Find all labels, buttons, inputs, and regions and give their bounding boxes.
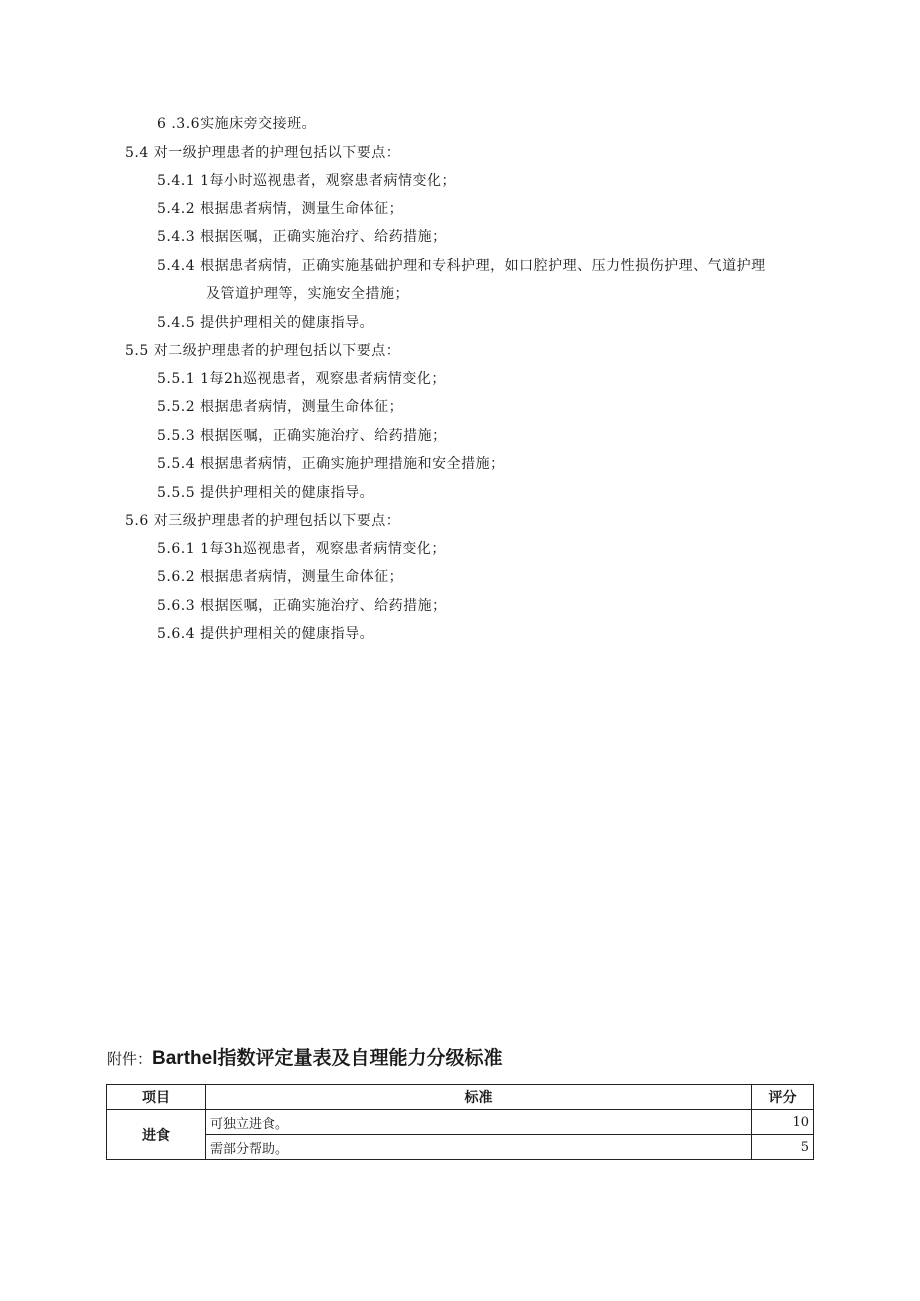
text-line-5-4-2: 5.4.2 根据患者病情，测量生命体征；	[157, 201, 404, 217]
text-line-5-5-2: 5.5.2 根据患者病情，测量生命体征；	[157, 399, 404, 415]
score-cell: 10	[752, 1110, 814, 1135]
header-standard: 标准	[206, 1085, 752, 1110]
text-line-5-6-3: 5.6.3 根据医嘱，正确实施治疗、给药措施；	[157, 598, 447, 614]
attachment-title	[107, 1045, 502, 1072]
text-line-5-4-4-continued: 及管道护理等，实施安全措施；	[206, 286, 409, 302]
text-line-5-4-3: 5.4.3 根据医嘱，正确实施治疗、给药措施；	[157, 229, 447, 245]
barthel-table	[106, 1084, 814, 1160]
text-line-5-4-1: 5.4.1 1每小时巡视患者，观察患者病情变化；	[157, 173, 456, 189]
text-line-5-4-4: 5.4.4 根据患者病情，正确实施基础护理和专科护理，如口腔护理、压力性损伤护理、气道护理	[157, 258, 766, 274]
table-row	[107, 1135, 814, 1160]
table-header-row	[107, 1085, 814, 1110]
text-line-5-6-1: 5.6.1 1每3h巡视患者，观察患者病情变化；	[157, 541, 446, 557]
section-heading-5-5: 5.5 对二级护理患者的护理包括以下要点：	[125, 343, 401, 359]
table-row	[107, 1110, 814, 1135]
header-score: 评分	[752, 1085, 814, 1110]
header-item: 项目	[107, 1085, 206, 1110]
attachment-prefix: 附件：	[107, 1050, 153, 1068]
text-line-6-3-6: 6 .3.6实施床旁交接班。	[157, 116, 317, 132]
score-cell: 5	[752, 1135, 814, 1160]
text-line-5-5-4: 5.5.4 根据患者病情，正确实施护理措施和安全措施；	[157, 456, 505, 472]
item-cell-eating: 进食	[107, 1110, 206, 1160]
text-line-5-6-2: 5.6.2 根据患者病情，测量生命体征；	[157, 569, 404, 585]
text-line-5-6-4: 5.6.4 提供护理相关的健康指导。	[157, 626, 375, 642]
text-line-5-5-3: 5.5.3 根据医嘱，正确实施治疗、给药措施；	[157, 428, 447, 444]
section-heading-5-6: 5.6 对三级护理患者的护理包括以下要点：	[125, 513, 401, 529]
text-line-5-5-5: 5.5.5 提供护理相关的健康指导。	[157, 485, 375, 501]
attachment-title-text: Barthel指数评定量表及自理能力分级标准	[152, 1048, 503, 1069]
standard-cell: 需部分帮助。	[206, 1135, 752, 1160]
section-heading-5-4: 5.4 对一级护理患者的护理包括以下要点：	[125, 145, 401, 161]
standard-cell: 可独立进食。	[206, 1110, 752, 1135]
text-line-5-4-5: 5.4.5 提供护理相关的健康指导。	[157, 315, 375, 331]
text-line-5-5-1: 5.5.1 1每2h巡视患者，观察患者病情变化；	[157, 371, 446, 387]
